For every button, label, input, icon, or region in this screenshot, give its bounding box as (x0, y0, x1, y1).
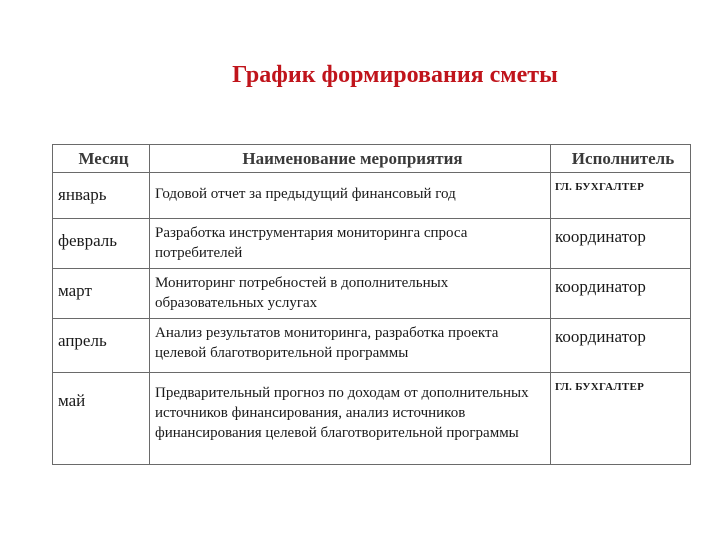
executor-cell (551, 269, 691, 319)
event-cell: Мониторинг потребностей в дополнительных образовательных услугах (150, 269, 551, 319)
table-row (53, 373, 691, 465)
page-title: График формирования сметы (232, 62, 558, 88)
executor-text: координатор (555, 227, 646, 246)
schedule-table (52, 144, 691, 465)
table-row (53, 173, 691, 219)
table-row (53, 269, 691, 319)
executor-cell (551, 319, 691, 373)
executor-cell (551, 173, 691, 219)
executor-cell (551, 373, 691, 465)
month-cell: март (53, 269, 150, 319)
column-header-event: Наименование мероприятия (150, 145, 551, 173)
executor-text: ГЛ. БУХГАЛТЕР (555, 381, 645, 393)
table-header-row (53, 145, 691, 173)
table-row (53, 219, 691, 269)
month-cell: май (53, 373, 150, 465)
event-cell: Предварительный прогноз по доходам от дополнительных источников финансирования, анализ источников финансирования целевой благотворительной программы (150, 373, 551, 465)
column-header-month: Месяц (53, 145, 150, 173)
table-row (53, 319, 691, 373)
executor-text: координатор (555, 277, 646, 296)
event-cell: Анализ результатов мониторинга, разработка проекта целевой благотворительной программы (150, 319, 551, 373)
month-cell: апрель (53, 319, 150, 373)
executor-text: координатор (555, 327, 646, 346)
executor-cell (551, 219, 691, 269)
event-cell: Годовой отчет за предыдущий финансовый год (150, 173, 551, 219)
month-cell: январь (53, 173, 150, 219)
executor-text: ГЛ. БУХГАЛТЕР (555, 181, 645, 193)
column-header-executor: Исполнитель (551, 145, 691, 173)
month-cell: февраль (53, 219, 150, 269)
event-cell: Разработка инструментария мониторинга спроса потребителей (150, 219, 551, 269)
